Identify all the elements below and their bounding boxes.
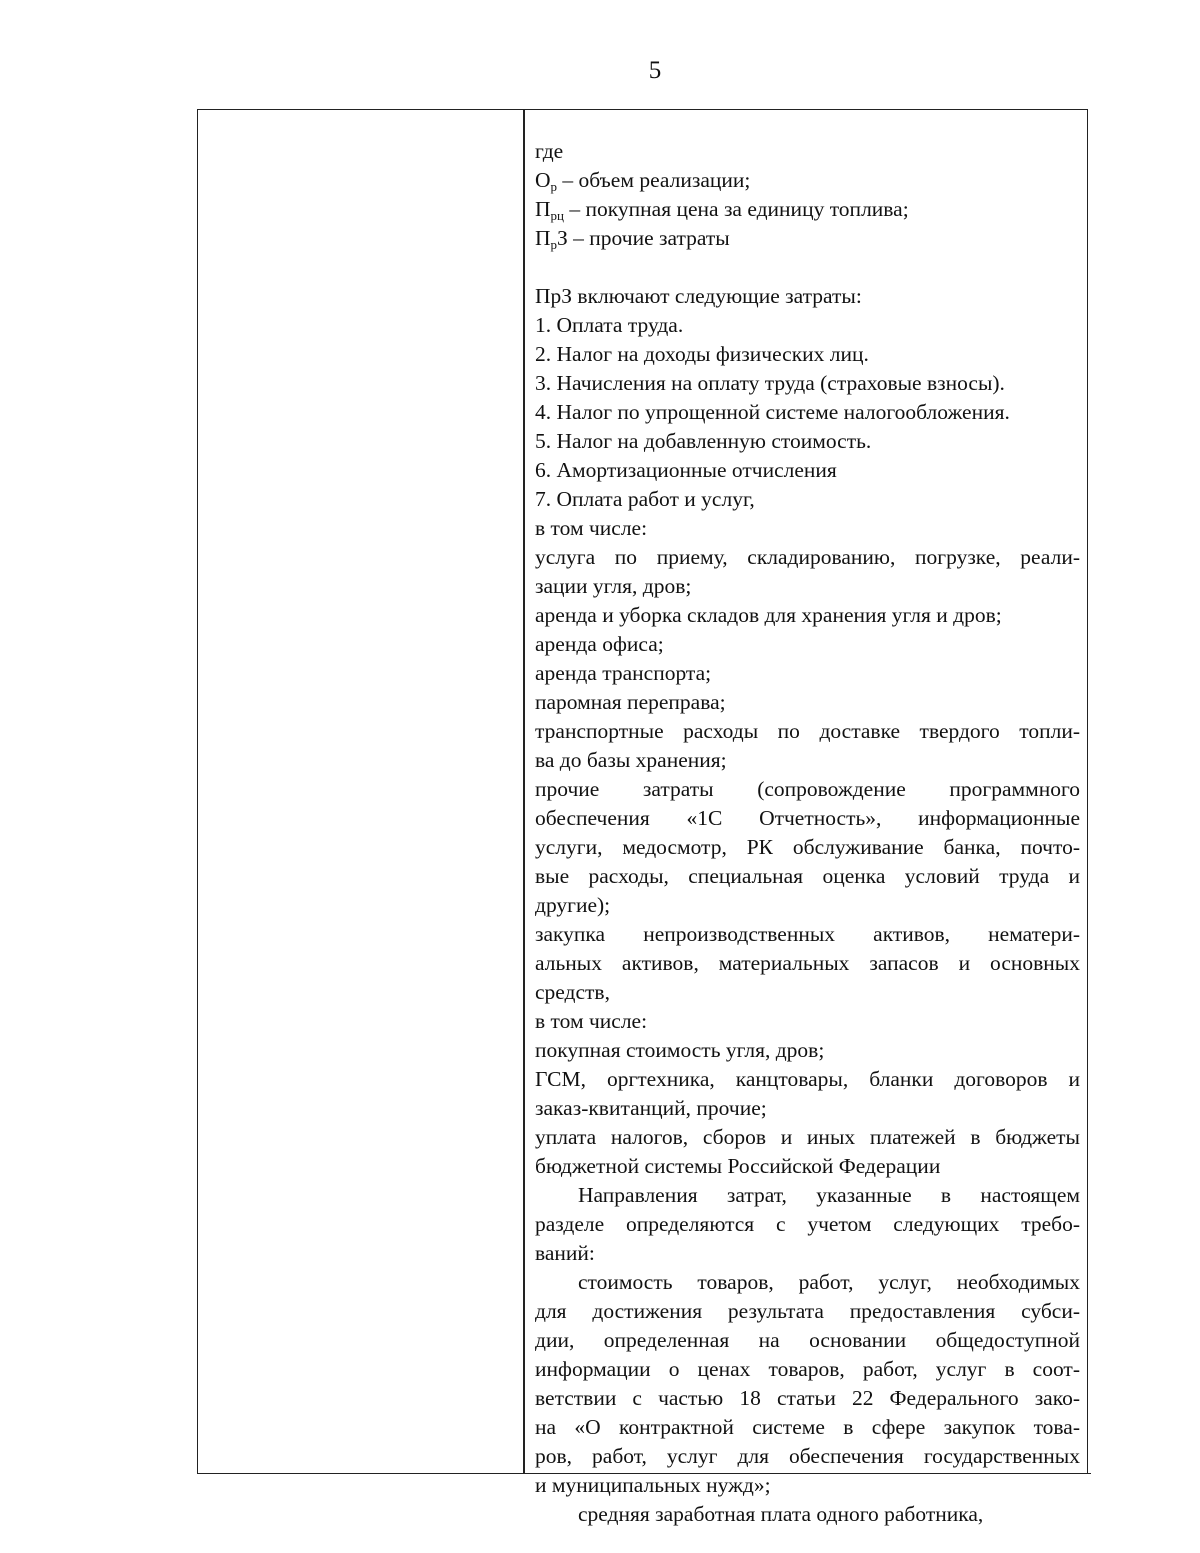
text-line: аренда и уборка складов для хранения угля и дров; <box>535 603 1002 627</box>
text-line: аренда транспорта; <box>535 661 712 685</box>
text-line: зации угля, дров; <box>535 574 692 598</box>
text-line: альных активов, материальных запасов и основных <box>535 951 1080 975</box>
text-line: для достижения результата предоставления субси- <box>535 1299 1080 1323</box>
page-number: 5 <box>648 57 662 84</box>
text-line: ров, работ, услуг для обеспечения государственных <box>535 1444 1080 1468</box>
text-line: заказ-квитанций, прочие; <box>535 1096 767 1120</box>
text-line: уплата налогов, сборов и иных платежей в бюджеты <box>535 1125 1080 1149</box>
document-table <box>197 109 1088 1526</box>
text-line: бюджетной системы Российской Федерации <box>535 1154 941 1178</box>
text-line: вые расходы, специальная оценка условий труда и <box>535 864 1080 888</box>
blank-line <box>535 253 1080 282</box>
text-line: ва до базы хранения; <box>535 748 727 772</box>
numbered-item: 4. Налог по упрощенной системе налогообложения. <box>535 400 1010 424</box>
body-text <box>535 514 1080 1529</box>
text-line: транспортные расходы по доставке твердого топли- <box>535 719 1080 743</box>
text-line: закупка непроизводственных активов, нематери- <box>535 922 1080 946</box>
text-line: информации о ценах товаров, работ, услуг в соот- <box>535 1357 1080 1381</box>
text-line: на «О контрактной системе в сфере закупок това- <box>535 1415 1080 1439</box>
intro-word: где <box>535 139 564 163</box>
text-line: паромная переправа; <box>535 690 726 714</box>
numbered-item: 6. Амортизационные отчисления <box>535 458 837 482</box>
table-left-cell <box>198 110 525 1474</box>
text-line: ГСМ, оргтехника, канцтовары, бланки договоров и <box>535 1067 1080 1091</box>
text-line: услуги, медосмотр, РК обслуживание банка, почто- <box>535 835 1080 859</box>
numbered-item: 3. Начисления на оплату труда (страховые взносы). <box>535 371 1005 395</box>
numbered-item: 2. Налог на доходы физических лиц. <box>535 342 869 366</box>
definition-line: $П_{рц}$ – покупная цена за единицу топлива; <box>535 197 909 223</box>
text-line: покупная стоимость угля, дров; <box>535 1038 825 1062</box>
text-line: ветствии с частью 18 статьи 22 Федерального зако- <box>535 1386 1080 1410</box>
text-line: и муниципальных нужд»; <box>535 1473 771 1497</box>
text-line: прочие затраты (сопровождение программного <box>535 777 1080 801</box>
definition-line: $П_рЗ$ – прочие затраты <box>535 226 730 252</box>
text-line: другие); <box>535 893 611 917</box>
text-line: в том числе: <box>535 1009 648 1033</box>
table-bottom-border <box>197 1473 1091 1474</box>
text-line: средств, <box>535 980 610 1004</box>
text-line: аренда офиса; <box>535 632 664 656</box>
costs-heading: ПрЗ включают следующие затраты: <box>535 284 862 308</box>
text-line: дии, определенная на основании общедоступной <box>535 1328 1080 1352</box>
text-line: средняя заработная плата одного работника, <box>578 1502 984 1526</box>
text-line: обеспечения «1С Отчетность», информационные <box>535 806 1080 830</box>
text-line: услуга по приему, складированию, погрузке, реали- <box>535 545 1080 569</box>
definition-line: $О_р$ – объем реализации; <box>535 168 751 194</box>
text-line: разделе определяются с учетом следующих требо- <box>535 1212 1080 1236</box>
text-line: стоимость товаров, работ, услуг, необходимых <box>578 1270 1080 1294</box>
numbered-item: 7. Оплата работ и услуг, <box>535 487 755 511</box>
table-right-cell <box>535 137 1080 1529</box>
text-line: в том числе: <box>535 516 648 540</box>
numbered-item: 5. Налог на добавленную стоимость. <box>535 429 872 453</box>
text-line: ваний: <box>535 1241 595 1265</box>
numbered-item: 1. Оплата труда. <box>535 313 684 337</box>
text-line: Направления затрат, указанные в настоящем <box>578 1183 1080 1207</box>
